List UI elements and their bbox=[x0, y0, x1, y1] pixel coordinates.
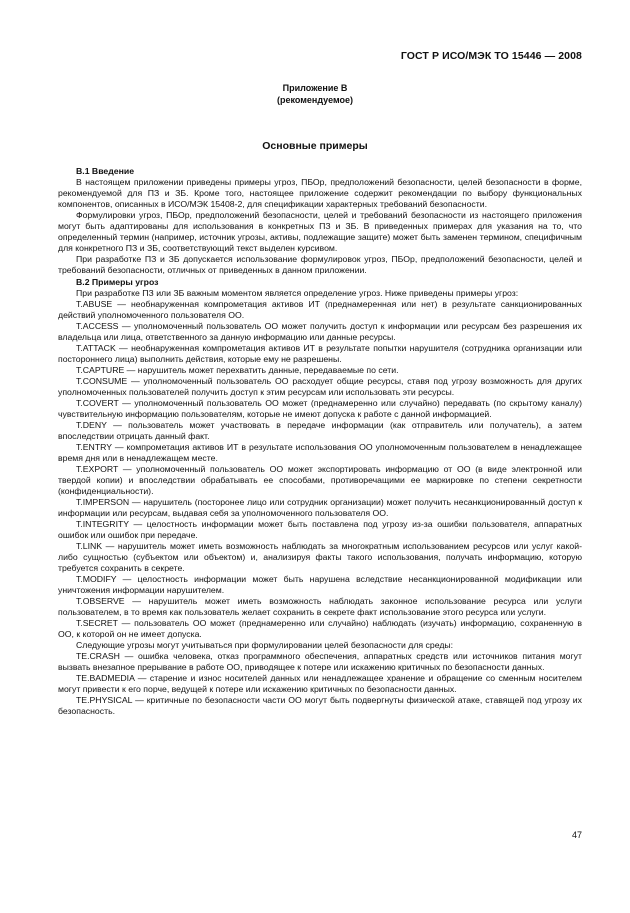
paragraph: T.LINK — нарушитель может иметь возможность наблюдать за многократным использованием ресурсов или услуг какой-либо сущностью (субъектом или объектом) и, анализируя факты такого использования, получать информацию, которую требуется сохранить в секрете. bbox=[58, 541, 582, 573]
paragraph: TE.PHYSICAL — критичные по безопасности части ОО могут быть подвергнуты физической атаке, ставящей под угрозу их безопасность. bbox=[58, 695, 582, 716]
paragraph: В настоящем приложении приведены примеры угроз, ПБОр, предположений безопасности, целей безопасности в форме, рекомендуемой для ПЗ и ЗБ. Кроме того, настоящее приложение содержит рекомендации по выбору функциональных компонентов, описанных в ИСО/МЭК 15408-2, для спецификации характерных требований безопасности. bbox=[58, 177, 582, 209]
page-number: 47 bbox=[571, 830, 582, 840]
paragraph: T.DENY — пользователь может участвовать в передаче информации (как отправитель или получатель), а затем впоследствии отрицать данный факт. bbox=[58, 420, 582, 441]
paragraph: T.EXPORT — уполномоченный пользователь ОО может экспортировать информацию от ОО (в виде электронной или твердой копии) и впоследствии обрабатывать ее способами, противоречащими ее маркировке по степени секретности (конфиденциальности). bbox=[58, 464, 582, 496]
paragraph: Следующие угрозы могут учитываться при формулировании целей безопасности для среды: bbox=[76, 640, 454, 650]
paragraph: T.OBSERVE — нарушитель может иметь возможность наблюдать законное использование ресурса или услуги пользователем, в то время как пользователь желает сохранить в секрете факт использование этого ресурса или услуги. bbox=[58, 596, 582, 617]
body-text bbox=[58, 166, 582, 717]
paragraph: T.ENTRY — компрометация активов ИТ в результате использования ОО уполномоченным пользователем в ненадлежащее время дня или в ненадлежащем месте. bbox=[58, 442, 582, 463]
paragraph: T.INTEGRITY — целостность информации может быть поставлена под угрозу из-за ошибки пользователя, аппаратных ошибок или ошибок при передаче. bbox=[58, 519, 582, 540]
paragraph: Формулировки угроз, ПБОр, предположений безопасности, целей и требований безопасности из настоящего приложения могут быть адаптированы для использования в конкретных ПЗ и ЗБ. В приведенных примерах для указания на то, что определенный термин (например, источник угрозы, активы, подлежащие защите) может быть заменен термином, специфичным для конкретного ПЗ и ЗБ, соответствующий текст выделен курсивом. bbox=[58, 210, 582, 253]
document-header: ГОСТ Р ИСО/МЭК ТО 15446 — 2008 bbox=[400, 50, 582, 62]
annex-title: Приложение В bbox=[282, 83, 348, 93]
paragraph: При разработке ПЗ или ЗБ важным моментом является определение угроз. Ниже приведены примеры угроз: bbox=[76, 288, 519, 298]
paragraph: T.IMPERSON — нарушитель (посторонее лицо или сотрудник организации) может получить несанкционированный доступ к информации или ресурсам, выдавая себя за уполномоченного пользователя ОО. bbox=[58, 497, 582, 518]
section-heading: В.2 Примеры угроз bbox=[76, 277, 159, 287]
paragraph: T.ATTACK — необнаруженная компрометация активов ИТ в результате попытки нарушителя (сотрудника организации или постороннего лица) выполнить действия, которые ему не разрешены. bbox=[58, 343, 582, 364]
paragraph: T.COVERT — уполномоченный пользователь ОО может (преднамеренно или случайно) передавать (по скрытому каналу) чувствительную информацию пользователям, которые не имеют допуска к работе с данной информацией. bbox=[58, 398, 582, 419]
paragraph: T.MODIFY — целостность информации может быть нарушена вследствие несанкционированной модификации или уничтожения информации нарушителем. bbox=[58, 574, 582, 595]
paragraph: T.ABUSE — необнаруженная компрометация активов ИТ (преднамеренная или нет) в результате санкционированных действий уполномоченного пользователя ОО. bbox=[58, 299, 582, 320]
paragraph: T.ACCESS — уполномоченный пользователь ОО может получить доступ к информации или ресурсам без разрешения их владельца или лица, ответственного за данную информацию или данные ресурсы. bbox=[58, 321, 582, 342]
paragraph: T.CAPTURE — нарушитель может перехватить данные, передаваемые по сети. bbox=[76, 365, 399, 375]
section-heading: В.1 Введение bbox=[76, 166, 135, 176]
paragraph: T.CONSUME — уполномоченный пользователь ОО расходует общие ресурсы, ставя под угрозу возможность для других уполномоченных пользователей получить доступ к этим ресурсам или использовать эти ресурсы. bbox=[58, 376, 582, 397]
paragraph: TE.CRASH — ошибка человека, отказ программного обеспечения, аппаратных средств или источников питания могут вызвать внезапное прерывание в работе ОО, приводящее к потере или искажению критичных по безопасности данных. bbox=[58, 651, 582, 672]
annex-note: (рекомендуемое) bbox=[277, 95, 353, 105]
paragraph: TE.BADMEDIA — старение и износ носителей данных или ненадлежащее хранение и обращение со сменным носителем могут привести к его порче, ведущей к потере или искажению критичных по безопасности данных. bbox=[58, 673, 582, 694]
paragraph: T.SECRET — пользователь ОО может (преднамеренно или случайно) наблюдать (изучать) информацию, сохраненную в ОО, к которой он не имеет допуска. bbox=[58, 618, 582, 639]
paragraph: При разработке ПЗ и ЗБ допускается использование формулировок угроз, ПБОр, предположений безопасности, целей и требований безопасности, отличных от приведенных в данном приложении. bbox=[58, 254, 582, 275]
section-title: Основные примеры bbox=[262, 140, 368, 152]
